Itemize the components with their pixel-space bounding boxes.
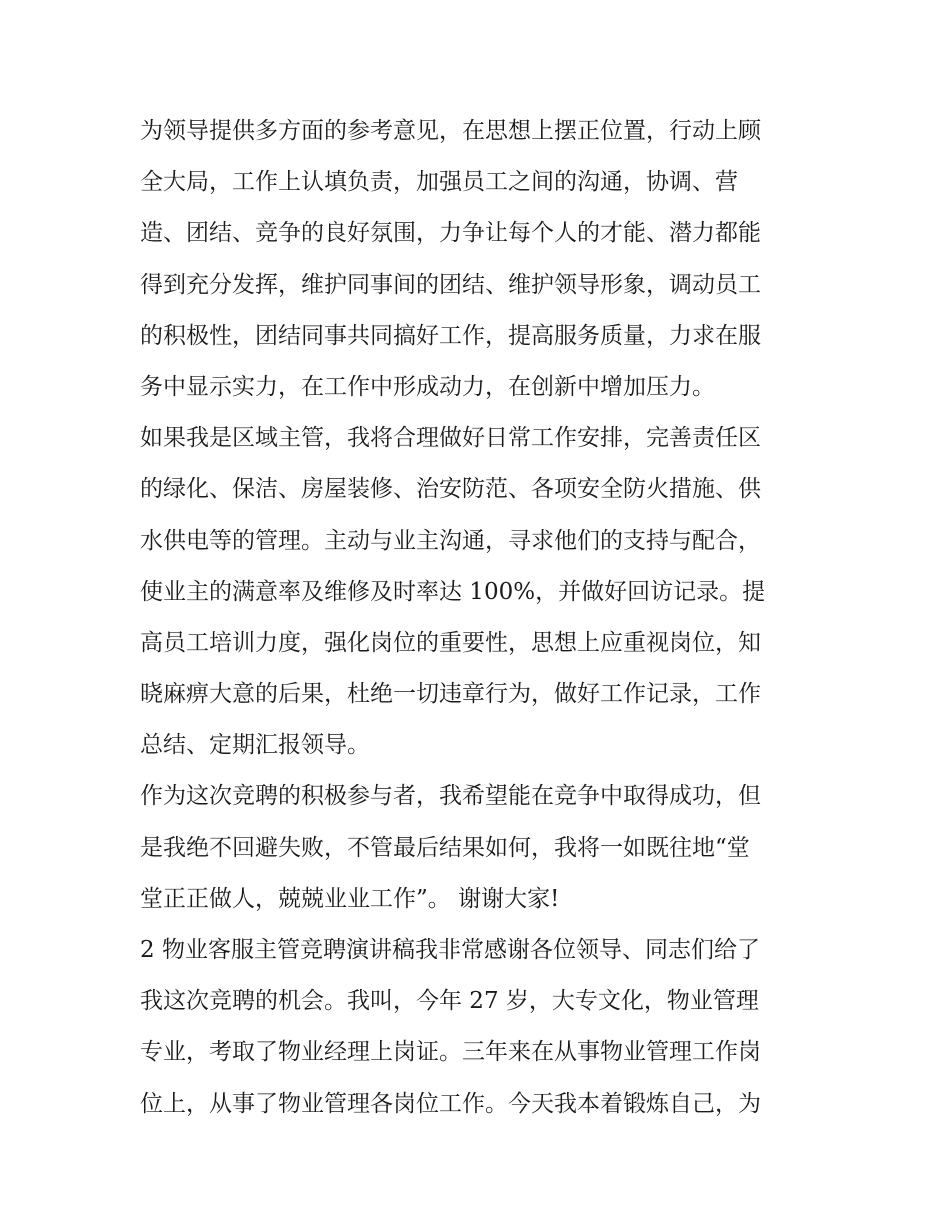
text-line-9: 水供电等的管理。主动与业主沟通，寻求他们的支持与配合，: [140, 527, 761, 554]
text-line-15: 是我绝不回避失败，不管最后结果如何，我将一如既往地“堂: [140, 834, 750, 861]
text-line-8: 的绿化、保洁、房屋装修、治安防范、各项安全防火措施、供: [140, 476, 761, 503]
text-line-1: 为领导提供多方面的参考意见，在思想上摆正位置，行动上顾: [140, 118, 761, 144]
text-line-19: 专业，考取了物业经理上岗证。三年来在从事物业管理工作岗: [140, 1039, 761, 1066]
text-line-7: 如果我是区域主管，我将合理做好日常工作安排，完善责任区: [140, 425, 761, 452]
document-body: [140, 106, 820, 1130]
text-line-14: 作为这次竞聘的积极参与者，我希望能在竞争中取得成功，但: [140, 783, 761, 810]
text-line-4: 得到充分发挥，维护同事间的团结、维护领导形象，调动员工: [140, 271, 761, 298]
text-line-17: 2 物业客服主管竞聘演讲稿我非常感谢各位领导、同志们给了: [140, 937, 760, 963]
text-line-10: 使业主的满意率及维修及时率达 100%，并做好回访记录。提: [140, 578, 766, 605]
text-line-12: 晓麻痹大意的后果，杜绝一切违章行为，做好工作记录，工作: [140, 681, 761, 708]
text-line-5: 的积极性，团结同事共同搞好工作，提高服务质量，力求在服: [140, 322, 761, 349]
text-line-20: 位上，从事了物业管理各岗位工作。今天我本着锻炼自己，为: [140, 1090, 761, 1117]
text-line-3: 造、团结、竞争的良好氛围，力争让每个人的才能、潜力都能: [140, 220, 761, 247]
text-line-13: 总结、定期汇报领导。: [140, 732, 370, 759]
text-line-18: 我这次竞聘的机会。我叫，今年 27 岁，大专文化，物业管理: [140, 988, 759, 1015]
text-line-16: 堂正正做人，兢兢业业工作”。 谢谢大家!: [140, 885, 560, 912]
text-line-2: 全大局，工作上认填负责，加强员工之间的沟通，协调、营: [140, 169, 738, 196]
text-line-11: 高员工培训力度，强化岗位的重要性，思想上应重视岗位，知: [140, 629, 761, 656]
text-line-6: 务中显示实力，在工作中形成动力，在创新中增加压力。: [140, 373, 715, 400]
